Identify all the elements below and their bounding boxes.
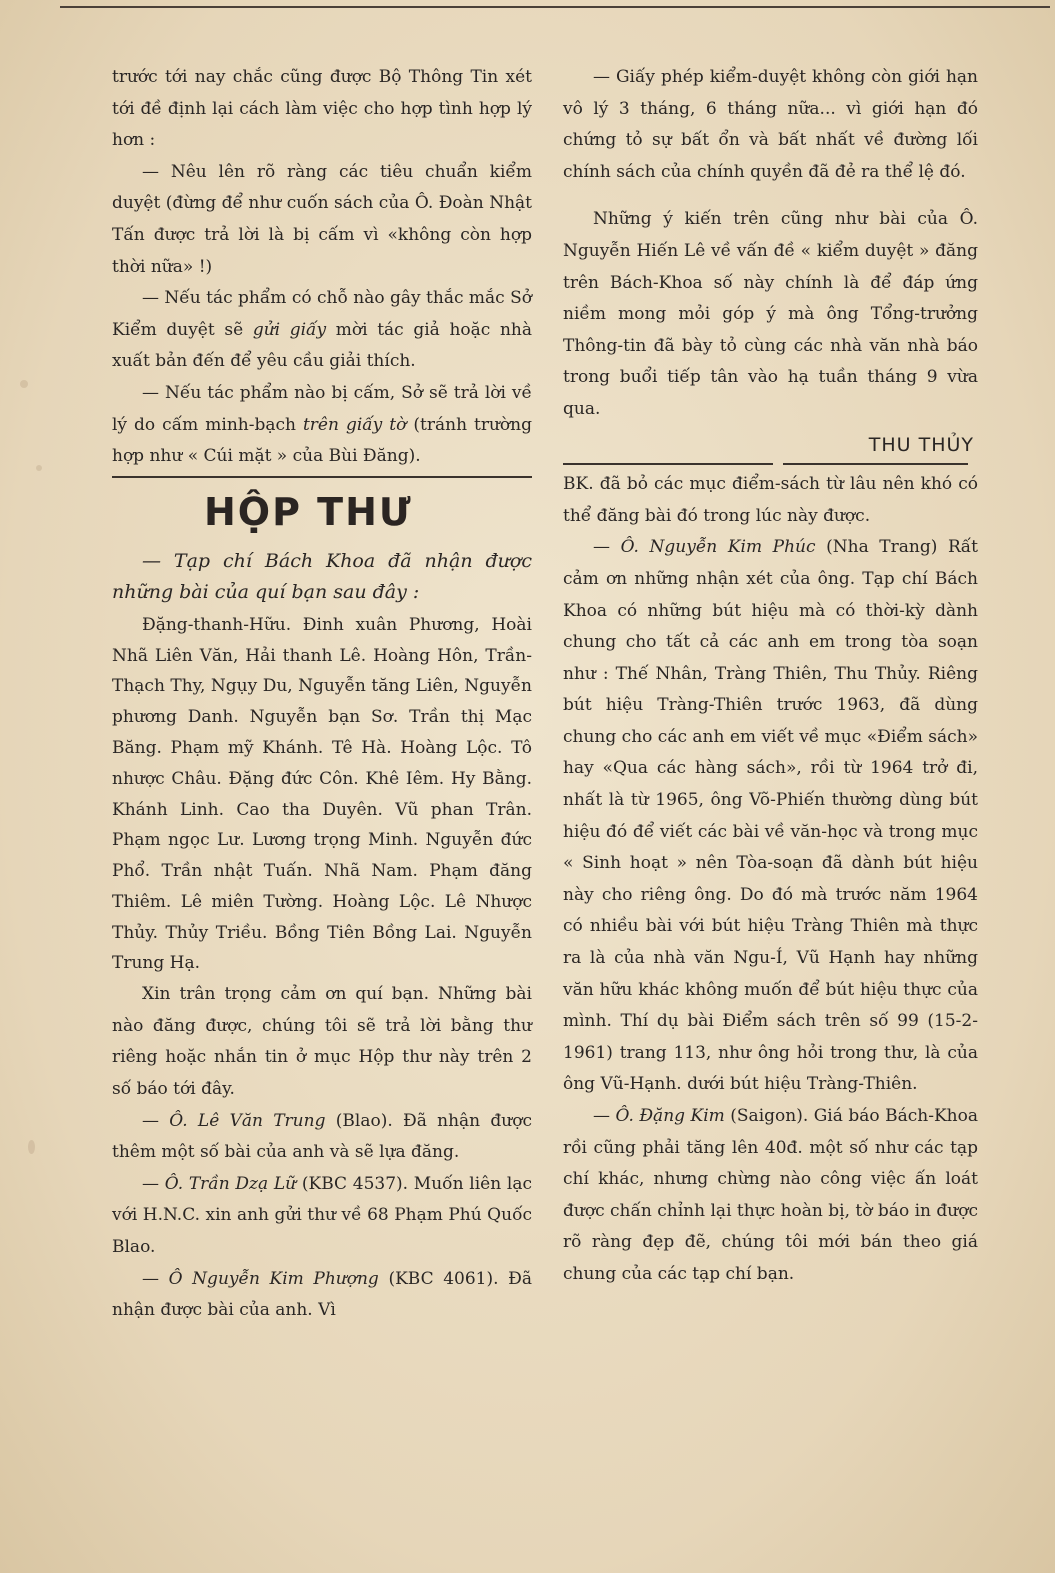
section-divider [563,463,978,465]
reply-text: (KBC 4537). Muốn liên lạc với H.N.C. xin anh gửi thư về 68 Phạm Phú Quốc Blao. [112,1173,532,1258]
left-paragraph-4 [112,378,532,473]
reply-text: (KBC 4061). Đã nhận được bài của anh. Vì [112,1268,533,1321]
paper-stain [28,1140,35,1154]
right-paragraph-2: Những ý kiến trên cũng như bài của Ô. Nguyễn Hiến Lê về vấn đề « kiểm duyệt » đăng trên Bách-Khoa số này chính là để đáp ứng niềm mong mỏi góp ý mà ông Tổng-trưởng Thông-tin đã bày tỏ cùng các nhà văn nhà báo trong buổi tiếp tân vào hạ tuần tháng 9 vừa qua. [563,209,978,419]
thanks-paragraph: Xin trân trọng cảm ơn quí bạn. Những bài nào đăng được, chúng tôi sẽ trả lời bằng thư riêng hoặc nhắn tin ở mục Hộp thư này trên 2 số báo tới đây. [112,984,532,1100]
mailbox-intro: — Tạp chí Bách Khoa đã nhận được những bài của quí bạn sau đây : [112,549,532,603]
left-paragraph-1: trước tới nay chắc cũng được Bộ Thông Tin xét tới đề định lại cách làm việc cho hợp tình hợp lý hơn : [112,67,532,151]
reply-recipient: Ô. Đặng Kim [615,1106,725,1126]
reply-item: — Ô. Nguyễn Kim Phúc (Nha Trang) Rất cảm ơn những nhận xét của ông. Tạp chí Bách Khoa có những bút hiệu mà có thời-kỳ dành chung cho tất cả các anh em trong tòa soạn như : Thế Nhân, Tràng Thiên, Thu Thủy. Riêng bút hiệu Tràng-Thiên trước 1963, đã dùng chung cho các anh em viết về mục «Điểm sách» hay «Qua các hàng sách», rồi từ 1964 trở đi, nhất là từ 1965, ông Võ-Phiến thường dùng bút hiệu đó để viết các bài về văn-học và trong mục « Sinh hoạt » nên Tòa-soạn đã dành bút hiệu này cho riêng ông. Do đó mà trước năm 1964 có nhiều bài với bút hiệu Tràng Thiên mà thực ra là của nhà văn Ngu-Í, Vũ Hạnh hay những văn hữu khác không muốn để bút hiệu thực của mình. Thí dụ bài Điểm sách trên số 99 (15-2-1961) trang 113, như ông hỏi trong thư, là của ông Vũ-Hạnh. dưới bút hiệu Tràng-Thiên. [563,537,978,1095]
paper-stain [36,465,42,471]
left-paragraph-3 [112,283,532,378]
text-run-italic: gửi giấy [252,319,327,340]
section-heading: HỘP THƯ [204,489,413,534]
author-signature: THU THỦY [868,433,974,456]
text-run-italic: trên giấy tờ [302,414,407,435]
top-border-line [60,6,1050,8]
text-run: (tránh trường hợp như « Cúi mặt » của Bùi Đăng). [112,414,532,467]
right-column [563,62,978,1291]
reply-text: (Saigon). Giá báo Bách-Khoa rồi cũng phải tăng lên 40đ. một số như các tạp chí khác, nhưng chừng nào công việc ấn loát được chấn chỉnh lại thực hoàn bị, tờ báo in được rõ ràng đẹp đẽ, chúng tôi mới bán theo giá chung của các tạp chí bạn. [563,1106,978,1284]
section-divider [112,476,532,478]
reply-item: — Ô Nguyễn Kim Phượng (KBC 4061). Đã nhận được bài của anh. Vì [112,1268,533,1321]
reply-item: — Ô. Lê Văn Trung (Blao). Đã nhận được thêm một số bài của anh và sẽ lựa đăng. [112,1110,533,1163]
reply-recipient: Ô. Lê Văn Trung [169,1110,326,1131]
paper-stain [20,380,28,388]
reply-text: (Nha Trang) Rất cảm ơn những nhận xét của ông. Tạp chí Bách Khoa có những bút hiệu mà có thời-kỳ dành chung cho tất cả các anh em trong tòa soạn như : Thế Nhân, Tràng Thiên, Thu Thủy. Riêng bút hiệu Tràng-Thiên trước 1963, đã dùng chung cho các anh em viết về mục «Điểm sách» hay «Qua các hàng sách», rồi từ 1964 trở đi, nhất là từ 1965, ông Võ-Phiến thường dùng bút hiệu đó để viết các bài về văn-học và trong mục « Sinh hoạt » nên Tòa-soạn đã dành bút hiệu này cho riêng ông. Do đó mà trước năm 1964 có nhiều bài với bút hiệu Tràng Thiên mà thực ra là của nhà văn Ngu-Í, Vũ Hạnh hay những văn hữu khác không muốn để bút hiệu thực của mình. Thí dụ bài Điểm sách trên số 99 (15-2-1961) trang 113, như ông hỏi trong thư, là của ông Vũ-Hạnh. dưới bút hiệu Tràng-Thiên. [563,537,978,1095]
reply-item: — Ô. Đặng Kim (Saigon). Giá báo Bách-Khoa rồi cũng phải tăng lên 40đ. một số như các tạp chí khác, nhưng chừng nào công việc ấn loát được chấn chỉnh lại thực hoàn bị, tờ báo in được rõ ràng đẹp đẽ, chúng tôi mới bán theo giá chung của các tạp chí bạn. [563,1106,978,1284]
text-run: — Nếu tác phẩm nào bị cấm, Sở sẽ trả lời về lý do cấm minh-bạch [112,382,532,435]
left-column [112,62,532,1327]
reply-recipient: Ô. Nguyễn Kim Phúc [620,537,816,558]
text-run: — Nếu tác phẩm có chỗ nào gây thắc mắc Sở Kiểm duyệt sẽ [112,288,532,340]
right-paragraph-3: BK. đã bỏ các mục điểm-sách từ lâu nên khó có thể đăng bài đó trong lúc này được. [563,474,978,526]
left-paragraph-2: — Nêu lên rõ ràng các tiêu chuẩn kiểm duyệt (đừng để như cuốn sách của Ô. Đoàn Nhật Tấn được trả lời là bị cấm vì «không còn hợp thời nữa» !) [112,161,532,277]
reply-recipient: Ô Nguyễn Kim Phượng [168,1268,379,1289]
reply-recipient: Ô. Trần Dzạ Lữ [164,1173,297,1194]
contributor-names: Đặng-thanh-Hữu. Đinh xuân Phương, Hoài Nhã Liên Văn, Hải thanh Lê. Hoàng Hôn, Trần-Thạch Thy, Ngụy Du, Nguyễn tăng Liên, Nguyễn phương Danh. Nguyễn bạn Sơ. Trần thị Mạc Băng. Phạm mỹ Khánh. Tê Hà. Hoàng Lộc. Tô nhược Châu. Đặng đức Côn. Khê Iêm. Hy Bằng. Khánh Linh. Cao tha Duyên. Vũ phan Trân. Phạm ngọc Lư. Lương trọng Minh. Nguyễn đức Phổ. Trần nhật Tuấn. Nhã Nam. Phạm đăng Thiêm. Lê miên Tường. Hoàng Lộc. Lê Nhược Thủy. Thủy Triều. Bồng Tiên Bồng Lai. Nguyễn Trung Hạ. [112,614,532,974]
divider-segment [563,463,773,465]
divider-segment [783,463,968,465]
text-run: mời tác giả hoặc nhà xuất bản đến để yêu cầu giải thích. [112,319,532,372]
right-paragraph-1: — Giấy phép kiểm-duyệt không còn giới hạn vô lý 3 tháng, 6 tháng nữa... vì giới hạn đó chứng tỏ sự bất ổn và bất nhất về đường lối chính sách của chính quyền đã đẻ ra thể lệ đó. [563,67,978,182]
reply-item: — Ô. Trần Dzạ Lữ (KBC 4537). Muốn liên lạc với H.N.C. xin anh gửi thư về 68 Phạm Phú Quốc Blao. [112,1173,532,1258]
reply-text: (Blao). Đã nhận được thêm một số bài của anh và sẽ lựa đăng. [112,1110,533,1163]
